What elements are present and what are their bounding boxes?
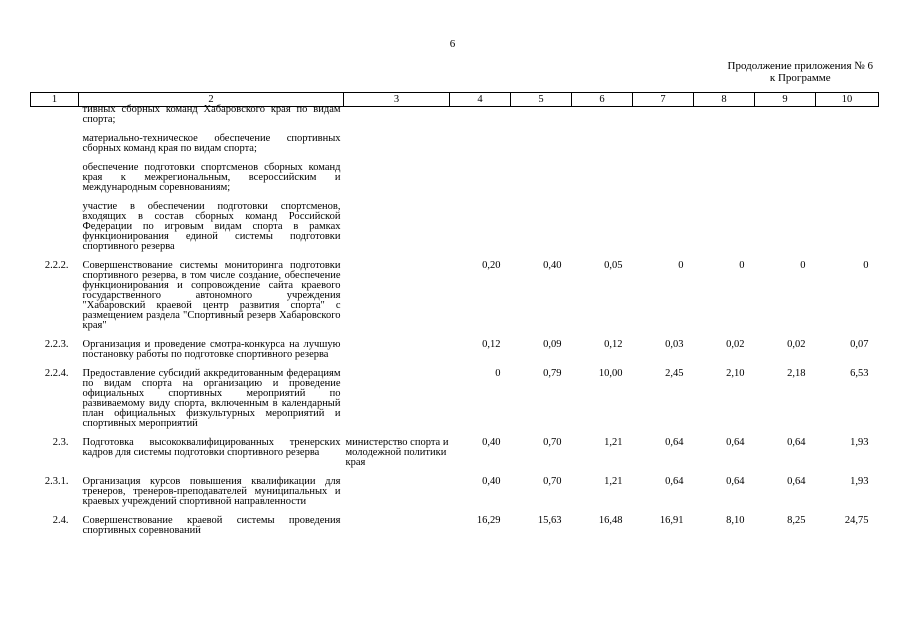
- row-value: 0,07: [850, 339, 869, 350]
- row-value: 0: [863, 260, 869, 271]
- row-value: 0,64: [726, 476, 745, 487]
- row-description: Подготовка высококвалифицированных тренерских кадров для системы подготовки спортивного резерва: [82, 437, 341, 458]
- row-description: Предоставление субсидий аккредитованным федерациям по видам спорта на организацию и проведение официальных спортивных мероприятий по развиваемому виду спорта, включенным в календарный план официальных физкультурных мероприятий и спортивных мероприятий: [82, 368, 341, 429]
- row-executor: министерство спорта и молодежной политики края: [345, 437, 449, 468]
- row-value: 0,12: [604, 339, 623, 350]
- row-description: Организация курсов повышения квалификации для тренеров, тренеров-преподавателей муниципальных и краевых учреждений спортивной направленности: [82, 476, 341, 507]
- row-value: 0,09: [543, 339, 562, 350]
- row-value: 0: [495, 368, 501, 379]
- row-value: 0,40: [543, 260, 562, 271]
- header-cell: 4: [450, 93, 511, 107]
- row-value: 1,21: [604, 437, 623, 448]
- table-row: [31, 429, 879, 468]
- row-value: 0,05: [604, 260, 623, 271]
- row-value: 1,21: [604, 476, 623, 487]
- row-value: 0,64: [726, 437, 745, 448]
- row-number: 2.4.: [52, 515, 69, 526]
- table-row: [31, 331, 879, 360]
- row-value: 1,93: [850, 476, 869, 487]
- row-value: 1,93: [850, 437, 869, 448]
- continuation-line-2: к Программе: [769, 72, 831, 84]
- row-value: 16,48: [598, 515, 623, 526]
- row-value: 0,70: [543, 476, 562, 487]
- row-number: 2.3.: [52, 437, 69, 448]
- intro-text: материально-техническое обеспечение спортивных сборных команд края по видам спорта;: [82, 133, 341, 154]
- row-value: 15,63: [537, 515, 562, 526]
- row-value: 8,10: [726, 515, 745, 526]
- row-value: 0: [800, 260, 806, 271]
- intro-text: обеспечение подготовки спортсменов сборных команд края к межрегиональным, всероссийским и международным соревнованиям;: [82, 162, 341, 193]
- row-value: 10,00: [598, 368, 623, 379]
- row-executor: [344, 360, 450, 429]
- intro-text: тивных сборных команд Хабаровского края по видам спорта;: [82, 104, 341, 125]
- row-value: 2,18: [787, 368, 806, 379]
- row-value: 2,45: [665, 368, 684, 379]
- continuation-line-1: Продолжение приложения № 6: [727, 60, 873, 72]
- program-table: [30, 92, 879, 536]
- row-value: 0,64: [665, 476, 684, 487]
- row-description: Совершенствование краевой системы проведения спортивных соревнований: [82, 515, 341, 536]
- row-value: 0,02: [726, 339, 745, 350]
- row-value: 0,64: [787, 437, 806, 448]
- row-value: 0,79: [543, 368, 562, 379]
- row-value: 0,40: [482, 437, 501, 448]
- row-value: 0,64: [665, 437, 684, 448]
- continuation-note: [728, 60, 873, 84]
- row-value: 8,25: [787, 515, 806, 526]
- row-executor: [344, 468, 450, 507]
- row-value: 2,10: [726, 368, 745, 379]
- header-cell: 5: [511, 93, 572, 107]
- row-value: 0,12: [482, 339, 501, 350]
- row-value: 0,40: [482, 476, 501, 487]
- header-cell: 6: [572, 93, 633, 107]
- header-cell: 7: [633, 93, 694, 107]
- table-row: [31, 360, 879, 429]
- header-cell: 9: [755, 93, 816, 107]
- row-value: 16,91: [659, 515, 684, 526]
- page-number: 6: [449, 38, 456, 50]
- row-value: 0: [739, 260, 745, 271]
- row-value: 6,53: [850, 368, 869, 379]
- header-cell: 1: [31, 93, 79, 107]
- row-executor: [344, 252, 450, 331]
- row-number: 2.3.1.: [44, 476, 69, 487]
- row-value: 0,64: [787, 476, 806, 487]
- row-value: 0,20: [482, 260, 501, 271]
- header-cell: 3: [344, 93, 450, 107]
- row-value: 16,29: [476, 515, 501, 526]
- row-description: Совершенствование системы мониторинга подготовки спортивного резерва, в том числе создание, обеспечение функционирования и сопровождение сайта краевого государственного автономного учреждения "Хабаровский краевой центр развития спорта" с размещением раздела "Спортивный резерв Хабаровского края": [82, 260, 341, 331]
- row-number: 2.2.2.: [44, 260, 69, 271]
- row-value: 24,75: [844, 515, 869, 526]
- header-cell: 10: [816, 93, 879, 107]
- row-number: 2.2.3.: [44, 339, 69, 350]
- table-row-intro: [31, 107, 879, 253]
- row-executor: [344, 331, 450, 360]
- row-description: Организация и проведение смотра-конкурса на лучшую постановку работы по подготовке спортивного резерва: [82, 339, 341, 360]
- header-cell: 2: [79, 93, 344, 107]
- row-value: 0,70: [543, 437, 562, 448]
- table-row: [31, 252, 879, 331]
- row-number: 2.2.4.: [44, 368, 69, 379]
- row-value: 0: [678, 260, 684, 271]
- row-executor: [344, 507, 450, 536]
- row-value: 0,03: [665, 339, 684, 350]
- table-row: [31, 507, 879, 536]
- table-row: [31, 468, 879, 507]
- header-cell: 8: [694, 93, 755, 107]
- row-value: 0,02: [787, 339, 806, 350]
- intro-text: участие в обеспечении подготовки спортсменов, входящих в состав сборных команд Российской Федерации по игровым видам спорта в рамках функционирования единой системы подготовки спортивного резерва: [82, 201, 341, 252]
